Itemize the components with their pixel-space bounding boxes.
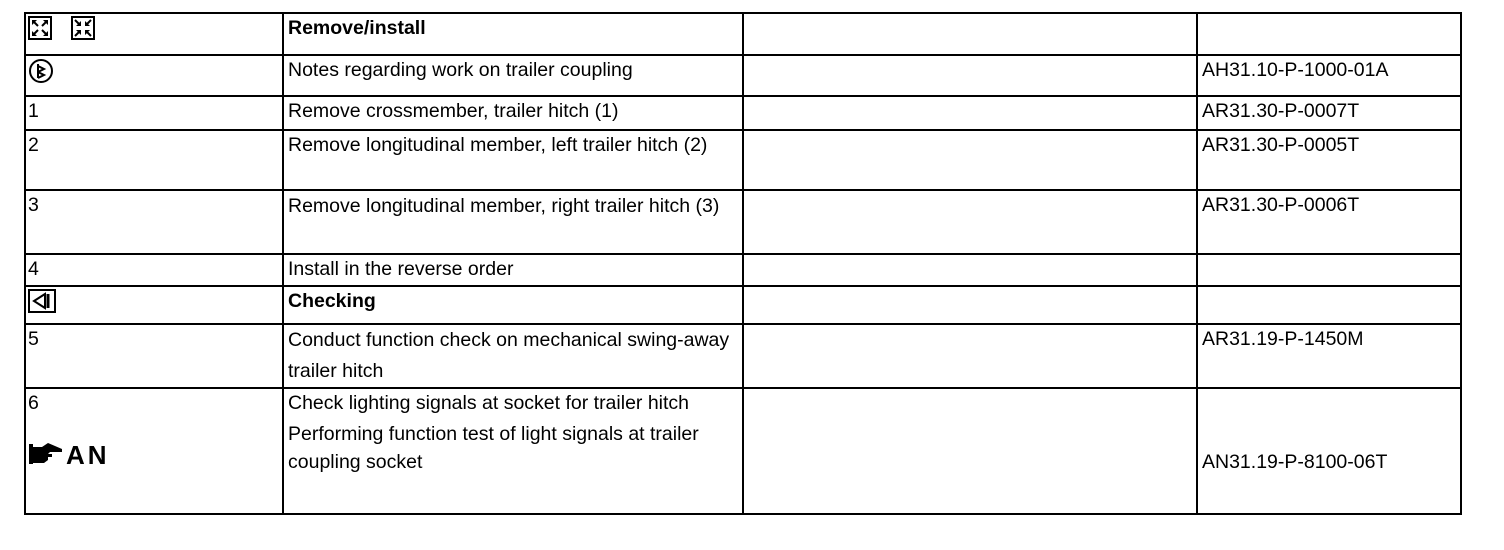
notes-ref-link[interactable]: AH31.10-P-1000-01A	[1197, 55, 1461, 96]
table-row-notes	[25, 55, 1461, 96]
step-ref-link[interactable]: AR31.30-P-0007T	[1197, 96, 1461, 130]
table-row	[25, 254, 1461, 286]
step-number: 2	[25, 130, 283, 190]
empty-cell	[743, 388, 1197, 514]
empty-cell	[743, 55, 1197, 96]
empty-cell	[1197, 286, 1461, 324]
notes-icon-cell	[25, 55, 283, 96]
step-ref-link[interactable]: AN31.19-P-8100-06T	[1202, 451, 1388, 473]
step-number: 4	[25, 254, 283, 286]
step-ref-link[interactable]: AR31.30-P-0005T	[1197, 130, 1461, 190]
notes-text: Notes regarding work on trailer coupling	[283, 55, 743, 96]
empty-cell	[1197, 13, 1461, 55]
step-ref-link[interactable]: AR31.30-P-0006T	[1197, 190, 1461, 254]
section-title-checking: Checking	[283, 286, 743, 324]
step-text: Check lighting signals at socket for trailer hitch	[288, 392, 690, 414]
table-row-header	[25, 13, 1461, 55]
collapse-icon[interactable]	[71, 16, 95, 48]
step-text: Install in the reverse order	[283, 254, 743, 286]
table-row-checking	[25, 286, 1461, 324]
procedure-table	[24, 12, 1462, 515]
note-label: AN	[66, 440, 110, 470]
pointing-hand-icon	[28, 441, 64, 475]
note-text: Performing function test of light signals at trailer coupling socket	[288, 423, 699, 473]
expand-icon[interactable]	[28, 16, 52, 48]
step-text: Remove longitudinal member, right trailer hitch (3)	[283, 190, 743, 254]
table-row	[25, 96, 1461, 130]
empty-cell	[743, 324, 1197, 388]
step-number: 6	[28, 392, 39, 414]
empty-cell	[743, 96, 1197, 130]
table-row	[25, 190, 1461, 254]
info-hand-icon	[28, 58, 54, 92]
empty-cell	[743, 190, 1197, 254]
empty-cell	[743, 254, 1197, 286]
step-number: 1	[25, 96, 283, 130]
step-text: Remove crossmember, trailer hitch (1)	[283, 96, 743, 130]
step-number-cell	[25, 388, 283, 514]
section-title-remove-install: Remove/install	[283, 13, 743, 55]
table-row	[25, 388, 1461, 514]
empty-cell	[743, 286, 1197, 324]
empty-cell	[743, 130, 1197, 190]
step-ref-link[interactable]	[1197, 254, 1461, 286]
step-text: Conduct function check on mechanical swing-away trailer hitch	[283, 324, 743, 388]
checking-arrow-icon	[28, 289, 56, 321]
step-text: Remove longitudinal member, left trailer hitch (2)	[283, 130, 743, 190]
step-ref-cell	[1197, 388, 1461, 514]
table-row	[25, 324, 1461, 388]
step-ref-link[interactable]: AR31.19-P-1450M	[1197, 324, 1461, 388]
empty-cell	[743, 13, 1197, 55]
header-icons-cell	[25, 13, 283, 55]
note-marker	[28, 441, 282, 475]
checking-icon-cell	[25, 286, 283, 324]
table-row	[25, 130, 1461, 190]
step-text-cell	[283, 388, 743, 514]
step-number: 5	[25, 324, 283, 388]
step-number: 3	[25, 190, 283, 254]
